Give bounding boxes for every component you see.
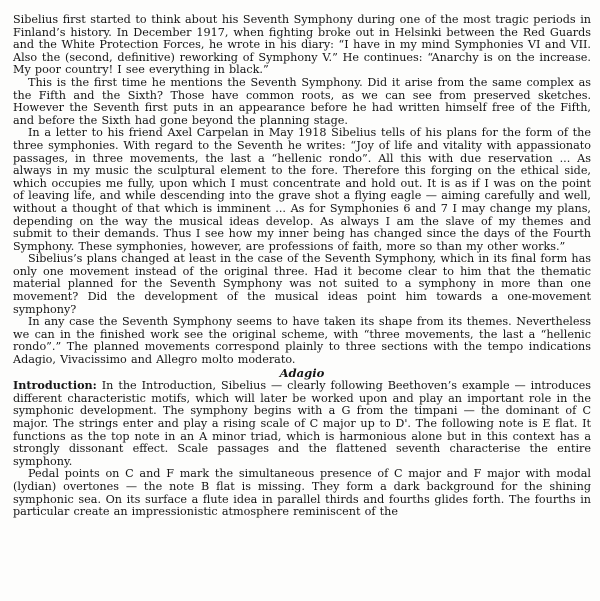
paragraph-first-mention: This is the first time he mentions the Seventh Symphony. Did it arise from the same complex as the Fifth and the Sixth? Those have common roots, as we can see from preserved sketches. However the Seventh first puts in an appearance before he had written himself free of the Fifth, and before the Sixth had gone beyond the planning stage.: [13, 75, 591, 127]
section-heading-adagio: Adagio: [279, 365, 325, 380]
introduction-lead-label: Introduction:: [13, 378, 97, 393]
paragraph-carpelan-letter: In a letter to his friend Axel Carpelan in May 1918 Sibelius tells of his plans for the form of the three symphonies. With regard to the Seventh he writes: “Joy of life and vitality with appassionato passages, in three movements, the last a “hellenic rondo”. All this with due reservation ... As always in my music the sculptural element to the fore. Therefore this forging on the ethical side, which occupies me fully, upon which I must concentrate and hold out. It is as if I was on the point of leaving life, and while descending into the grave shot a flying eagle — aiming carefully and well, without a thought of that which is imminent ... As for Symphonies 6 and 7 I may change my plans, depending on the way the musical ideas develop. As always I am the slave of my themes and submit to their demands. Thus I see how my inner being has changed since the days of the Fourth Symphony. These symphonies, however, are professions of faith, more so than my other works.”: [13, 126, 591, 253]
paragraph-original-scheme: In any case the Seventh Symphony seems to have taken its shape from its themes. Nevertheless we can in the finished work see the original scheme, with “three movements, the last a “hellenic rondo”.” The planned movements correspond plainly to three sections with the tempo indications Adagio, Vivacissimo and Allegro molto moderato.: [13, 315, 591, 367]
paragraph-plans-changed: Sibelius’s plans changed at least in the case of the Seventh Symphony, which in its final form has only one movement instead of the original three. Had it become clear to him that the thematic material planned for the Seventh Symphony was not suited to a symphony in more than one movement? Did the development of the musical ideas point him towards a one-movement symphony?: [13, 252, 591, 316]
paragraph-introduction: [13, 379, 591, 468]
paragraph-introduction-body: In the Introduction, Sibelius — clearly following Beethoven’s example — introduces different characteristic motifs, which will later be worked upon and play an important role in the symphonic development. The symphony begins with a G from the timpani — the dominant of C major. The strings enter and play a rising scale of C major up to D'. The following note is E flat. It functions as the top note in an A minor triad, which is harmonious alone but in this context has a strongly dissonant effect. Scale passages and the flattened seventh characterise the entire symphony.: [13, 379, 591, 468]
paragraph-pedal-points: Pedal points on C and F mark the simultaneous presence of C major and F major with modal (lydian) overtones — the note B flat is missing. They form a dark background for the shining symphonic sea. On its surface a flute idea in parallel thirds and fourths glides forth. The fourths in particular create an impressionistic atmosphere reminiscent of the: [13, 467, 591, 519]
paragraph-symphony-origins: Sibelius first started to think about his Seventh Symphony during one of the most tragic periods in Finland’s history. In December 1917, when fighting broke out in Helsinki between the Red Guards and the White Protection Forces, he wrote in his diary: “I have in my mind Symphonies VI and VII. Also the (second, definitive) reworking of Symphony V.” He continues: “Anarchy is on the increase. My poor country! I see everything in black.”: [13, 13, 591, 77]
